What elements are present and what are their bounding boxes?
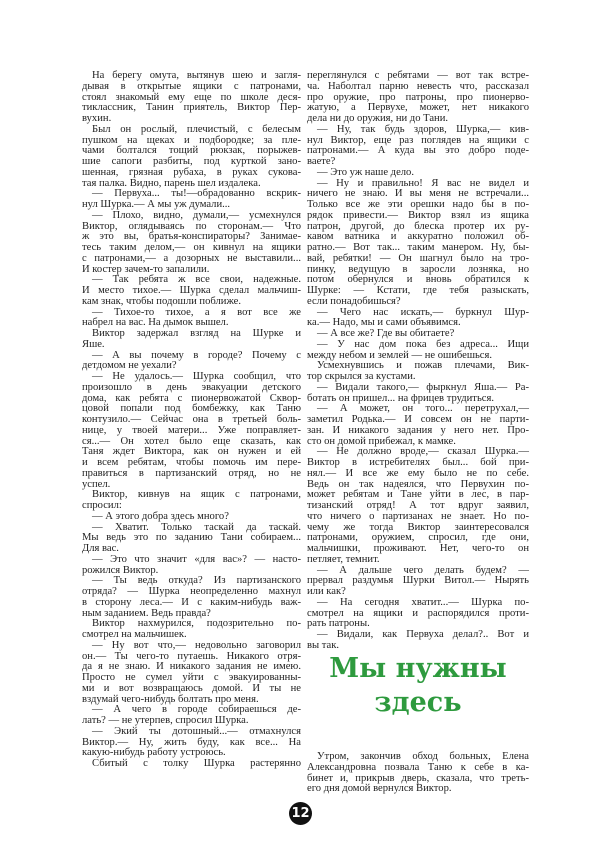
paragraph: [307, 630, 529, 652]
text-line: — Чего нас искать,— буркнул Шур-: [317, 306, 529, 318]
text-line: Утром, закончив обход больных, Елена: [317, 751, 529, 762]
text-line: или как?: [307, 586, 346, 597]
text-line: — Видали, как Первуха делал?.. Вот и: [317, 629, 529, 640]
text-line: Ведь он так надеялся, что Первухин по-: [307, 478, 529, 490]
text-line: Для вас.: [82, 543, 119, 554]
text-line: тор скрылся за кустами.: [307, 371, 416, 382]
text-line: между небом и землей — не ошибешься.: [307, 349, 493, 361]
text-line: переглянулся с ребятами — вот так встре-: [307, 70, 529, 81]
text-line: Виктор в истребителях был... бой при-: [307, 457, 529, 468]
text-line: тая палка. Видно, парень шел издалека.: [82, 177, 261, 189]
text-line: Таня ждет Виктора, как он нужен и ей: [82, 446, 301, 458]
text-line: рожился Виктор.: [82, 564, 159, 576]
text-line: На берегу омута, вытянув шею и загля-: [92, 70, 301, 81]
text-line: — А вы почему в городе? Почему с: [92, 349, 301, 361]
right-text-column: [307, 71, 529, 652]
paragraph: [307, 361, 529, 383]
paragraph: [82, 523, 301, 555]
text-line: жатую, а Первухе, может, нет никакого: [307, 102, 529, 114]
text-line: дела ни до оружия, ни до Тани.: [307, 113, 449, 124]
text-line: может ребятам и Тане уйти в лес, в пар-: [307, 489, 529, 501]
chapter-title-line-1: Мы нужны: [329, 653, 507, 684]
text-line: дывая в открытые ящики с патронами,: [82, 80, 301, 92]
text-line: — На сегодня хватит...— Шурка по-: [317, 596, 529, 608]
text-line: правиться в партизанский отряд, но не: [82, 467, 301, 479]
paragraph: [82, 490, 301, 512]
text-line: патронами.— А куда вы это добро поде-: [307, 145, 529, 157]
text-line: шенная, грязная рубаха, в руках сукова-: [82, 166, 301, 178]
paragraph: [82, 189, 301, 211]
text-line: потом обернулся и вновь обратился к: [307, 274, 529, 286]
text-line: кам знак, чтобы подошли поближе.: [82, 295, 241, 307]
paragraph: [307, 566, 529, 598]
text-line: Только все же эти орешки надо бы в по-: [307, 199, 529, 210]
paragraph: [307, 598, 529, 630]
text-line: — Первуха... ты!—обрадованно вскрик-: [92, 188, 301, 200]
text-line: Виктор нахмурился, подозрительно по-: [92, 618, 301, 630]
text-line: патрон, другой, до блеска протер их ру-: [307, 220, 529, 232]
text-line: — Тихое-то тихое, а я вот все же: [92, 306, 301, 318]
text-line: ным заданием. Ведь правда?: [82, 607, 211, 619]
paragraph: [82, 125, 301, 190]
text-line: — Не должно вроде,— сказал Шурка.—: [317, 446, 529, 458]
text-line: контузило.— Сейчас она в третьей боль-: [82, 414, 301, 425]
text-line: Шурке: — Кстати, где тебя разыскать,: [307, 285, 529, 296]
paragraph: [307, 71, 529, 125]
text-line: Яше.: [82, 338, 105, 350]
text-line: Виктор.— Ну, жить буду, как все... На: [82, 736, 301, 748]
chapter-intro-paragraph: [307, 752, 529, 795]
text-line: нял.— И все же ему было не по себе.: [307, 467, 529, 479]
text-line: ничего не знаю. И вы меня не встречали...: [307, 188, 529, 200]
paragraph: [82, 705, 301, 727]
text-line: Виктор, оглядываясь по сторонам.— Что: [82, 220, 301, 232]
chapter-title: [307, 652, 529, 720]
chapter-title-line-2: здесь: [374, 687, 462, 718]
text-line: ратно.— Вот так... таким манером. Ну, бы-: [307, 242, 529, 253]
text-line: набрел на вас. На дымок вышел.: [82, 317, 229, 329]
paragraph: [307, 308, 529, 330]
text-line: смотрел на мальчишек.: [82, 629, 187, 640]
text-line: спросил:: [82, 500, 122, 511]
text-line: его дня домой вернулся Виктор.: [307, 783, 452, 795]
text-line: — Ну и правильно! Я вас не видел и: [317, 177, 529, 189]
text-line: Александровна позвала Таню к себе в ка-: [307, 761, 529, 773]
text-line: отряда? — Шурка неопределенно махнул: [82, 586, 301, 597]
text-line: сто он домой прибежал, к мамке.: [307, 435, 456, 447]
text-line: патронами, оружием, спросил, где они,: [307, 532, 529, 544]
paragraph: [307, 340, 529, 362]
text-line: если понадобишься?: [307, 295, 401, 307]
text-line: Сбитый с толку Шурка растерянно: [92, 758, 301, 769]
text-line: мальчишки, проживают. Нет, чего-то он: [307, 543, 529, 554]
text-line: ми и вот возвращаюсь домой. И ты не: [82, 682, 301, 694]
paragraph: [82, 211, 301, 276]
text-line: петляет, темнит.: [307, 553, 380, 565]
text-line: Мы ведь это по заданию Тани собираем...: [82, 532, 301, 544]
text-line: зан. И никакого задания у него нет. Про-: [307, 424, 529, 436]
text-line: детдомом не уехали?: [82, 360, 177, 372]
text-line: — А дальше чего делать будем? —: [317, 564, 529, 576]
text-line: шие сапоги разбиты, под курткой зано-: [82, 156, 301, 167]
text-line: — Ну, так будь здоров, Шурка,— кив-: [317, 123, 529, 135]
text-line: — Это что значит «для вас»? — насто-: [92, 553, 301, 565]
text-line: бинет и, прикрыв дверь, сказала, что треть-: [307, 772, 529, 784]
text-line: с патронами,— а дозорных не выставили...: [82, 252, 301, 264]
left-text-column: [82, 71, 301, 770]
paragraph: [307, 168, 529, 179]
paragraph: [82, 308, 301, 330]
text-line: — А все же? Где вы обитаете?: [317, 328, 455, 339]
paragraph: [82, 759, 301, 770]
paragraph: [82, 641, 301, 706]
text-line: вай, ребятки! — Он шагнул было на тро-: [307, 252, 529, 264]
paragraph: [82, 351, 301, 373]
text-line: — Так ребята ж все свои, надежные.: [92, 274, 301, 286]
text-line: И костер зачем-то запалили.: [82, 263, 210, 275]
paragraph: [307, 125, 529, 168]
text-line: Усмехнувшись и пожав плечами, Вик-: [317, 360, 529, 372]
text-line: чему же тогда Виктор заинтересовался: [307, 521, 529, 533]
text-line: ка.— Надо, мы и сами объявимся.: [307, 317, 461, 329]
text-line: — Ну вот что,— недовольно заговорил: [92, 639, 301, 651]
text-line: нице, у твоей матери... Уже поправляет-: [82, 424, 301, 436]
text-line: Виктор, кивнув на ящик с патронами,: [92, 489, 301, 501]
text-line: — Плохо, видно, думали,— усмехнулся: [92, 209, 301, 221]
paragraph: [82, 372, 301, 490]
text-line: ботать он пришел... на фрицев трудиться.: [307, 392, 494, 404]
paragraph: [307, 383, 529, 405]
paragraph: [82, 619, 301, 641]
text-line: вухин.: [82, 113, 112, 124]
text-line: — А чего в городе собираешься де-: [92, 704, 301, 716]
text-line: тесь таким делом,— он кивнул на ящики: [82, 242, 301, 253]
paragraph: [82, 329, 301, 351]
text-line: Виктор задержал взгляд на Шурке и: [92, 328, 301, 339]
text-line: смотрел на ящики и распорядился проти-: [307, 607, 529, 619]
text-line: кавом ватника и аккуратно положил об-: [307, 231, 529, 243]
text-line: — У нас дом пока без адреса... Ищи: [317, 338, 529, 350]
text-line: дома, как ребята с пионервожатой Сквор-: [82, 392, 301, 404]
text-line: прервал раздумья Шурки Витол.— Нырять: [307, 575, 529, 587]
text-line: — Экий ты дотошный...— отмахнулся: [92, 725, 301, 737]
text-line: какую-нибудь работу устроюсь.: [82, 747, 226, 759]
text-line: ся...— Он хотел было еще сказать, как: [82, 435, 301, 447]
paragraph: [307, 752, 529, 795]
text-line: И место тихое.— Шурка сделал мальчиш-: [82, 285, 301, 296]
text-line: — Не удалось.— Шурка сообщил, что: [92, 371, 301, 382]
text-line: стоял знакомый ему еще по школе деся-: [82, 91, 301, 103]
text-line: в сторону леса.— И с каким-нибудь важ-: [82, 596, 301, 608]
text-line: Был он рослый, плечистый, с белесым: [92, 123, 301, 135]
text-line: лать? — не утерпев, спросил Шурка.: [82, 715, 249, 726]
paragraph: [82, 275, 301, 307]
text-line: — Ты ведь откуда? Из партизанского: [92, 575, 301, 587]
text-line: тизанский отряд! А тот вдруг заявил,: [307, 500, 529, 511]
text-line: про оружие, про патроны, про пионерво-: [307, 91, 529, 103]
text-line: ж это вы, братья-конспираторы? Занимае-: [82, 231, 301, 243]
text-line: произошло в день эвакуации детского: [82, 381, 301, 393]
text-line: — Это уж наше дело.: [317, 166, 414, 178]
paragraph: [82, 576, 301, 619]
text-line: пинку, ведущую в заросли лозняка, но: [307, 263, 529, 275]
text-line: вздумай чего-нибудь болтать про меня.: [82, 693, 259, 705]
text-line: нул Виктор, еще раз поглядев на ящики с: [307, 134, 529, 146]
text-line: Просто не сумел уйти с эвакуированны-: [82, 672, 301, 683]
text-line: ча. Наболтал парню невесть что, рассказал: [307, 80, 529, 92]
paragraph: [307, 179, 529, 308]
text-line: — Видали такого,— фыркнул Яша.— Ра-: [317, 381, 529, 393]
paragraph: [307, 404, 529, 447]
text-line: цовой попали под бомбежку, как Таню: [82, 403, 301, 415]
paragraph: [307, 447, 529, 565]
text-line: тиклассник, Танин приятель, Виктор Пер-: [82, 102, 301, 114]
paragraph: [82, 555, 301, 577]
text-line: он.— Ты чего-то путаешь. Никакого отря-: [82, 650, 301, 662]
text-line: чами болтался тощий рюкзак, порыжев-: [82, 145, 301, 157]
paragraph: [82, 727, 301, 759]
paragraph: [82, 71, 301, 125]
text-line: рядок привести.— Виктор взял из ящика: [307, 209, 529, 221]
text-line: и всем ребятам, чтобы помочь им пере-: [82, 457, 301, 468]
text-line: да я не знаю. И никакого задания не имею.: [82, 661, 301, 673]
text-line: рать патроны.: [307, 618, 370, 630]
text-line: вы так.: [307, 639, 340, 651]
text-line: пушком на щеках и подбородке; за пле-: [82, 134, 301, 146]
text-line: нул Шурка.— А мы уж думали...: [82, 199, 231, 210]
text-line: что ничего о партизанах не знает. Но по-: [307, 510, 529, 522]
text-line: — Хватит. Только таскай да таскай.: [92, 521, 301, 533]
text-line: успел.: [82, 478, 111, 490]
text-line: ваете?: [307, 156, 336, 167]
text-line: заметил Родька.— И совсем он не парти-: [307, 414, 529, 425]
text-line: — А этого добра здесь много?: [92, 510, 229, 522]
text-line: — А может, он того... перетрухал,—: [317, 403, 529, 415]
paragraph: [82, 512, 301, 523]
page-number: 12: [289, 802, 312, 825]
